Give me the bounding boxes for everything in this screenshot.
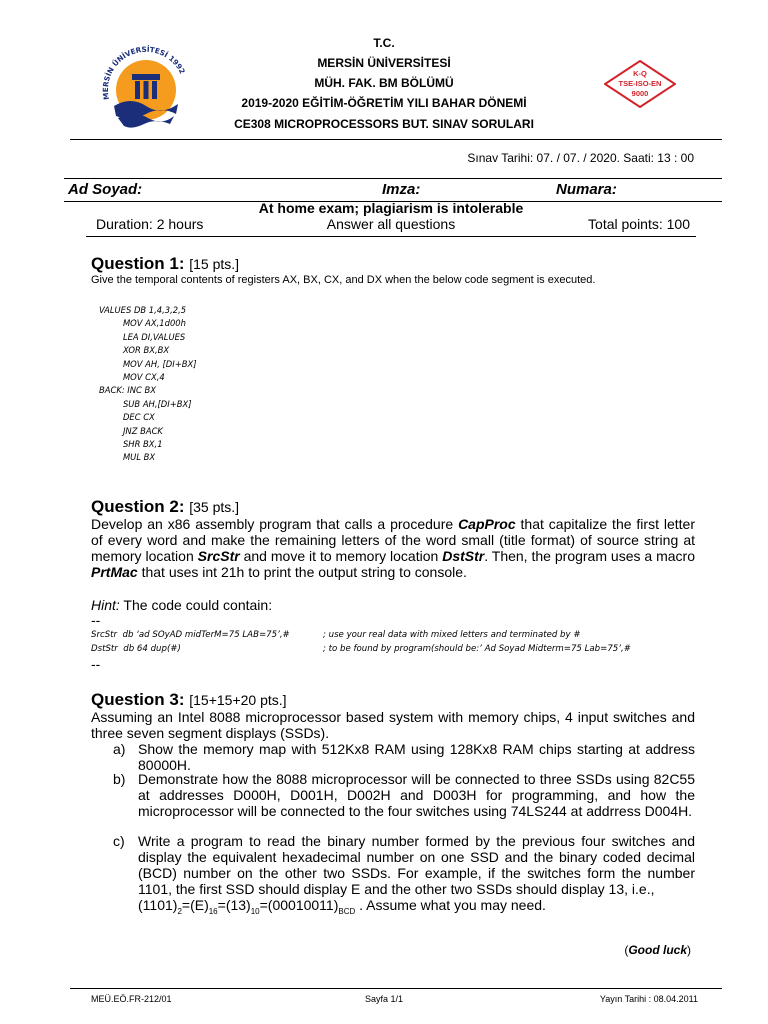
srcstr-name: SrcStr [197, 548, 240, 564]
question-3-part-c [113, 833, 695, 920]
question-3-title [91, 690, 287, 710]
part-b-label: b) [113, 771, 126, 787]
answer-all-text: Answer all questions [326, 216, 456, 232]
signature-label: Imza: [382, 181, 421, 198]
exam-rules-row [86, 200, 696, 237]
duration-text: Duration: 2 hours [96, 216, 204, 232]
code-line: SUB AH,[DI+BX] [99, 398, 192, 409]
question-3-part-b [113, 771, 695, 819]
eq-part: =(E) [181, 897, 209, 913]
tse-text-2: TSE-ISO-EN [618, 79, 662, 88]
hint-code-2-comment: ; to be found by program(should be:’ Ad Soyad Midterm=75 Lab=75’,# [323, 644, 631, 654]
student-number-label: Numara: [556, 181, 617, 198]
capproc-name: CapProc [458, 516, 516, 532]
code-line: XOR BX,BX [99, 345, 170, 356]
question-1-points: [15 pts.] [189, 256, 240, 272]
tse-text-3: 9000 [631, 89, 649, 98]
question-3-points: [15+15+20 pts.] [189, 692, 287, 708]
part-c-body: Write a program to read the binary number formed by the previous four switches and display the equivalent hexadecimal number on one SSD and the binary coded decimal (BCD) number on the other two SSDs. For example, if the switches form the number 1101, the first SSD should display E and the other two SSDs should display 13, i.e., [138, 833, 695, 897]
eq-part: =(00010011) [259, 897, 339, 913]
header-divider [70, 139, 722, 140]
code-line: LEA DI,VALUES [99, 331, 186, 342]
good-luck-text: Good luck [628, 943, 687, 957]
eq-tail: . Assume what you may need. [355, 897, 546, 913]
hint-code-1: SrcStr db ‘ad SOyAD midTerM=75 LAB=75’,# [91, 630, 290, 640]
code-line: MOV CX,4 [99, 372, 165, 383]
eq-sub: 16 [208, 906, 218, 916]
code-line: VALUES DB 1,4,3,2,5 [99, 305, 187, 315]
q2-text-part: that uses int 21h to print the output string to console. [137, 564, 467, 580]
q2-text-part: Develop an x86 assembly program that calls a procedure [91, 516, 459, 532]
eq-sub: 10 [250, 906, 260, 916]
question-1-label: Question 1: [91, 254, 185, 273]
header-line-1: T.C. [373, 36, 395, 50]
code-line: SHR BX,1 [99, 439, 163, 450]
footer-form-code: MEÜ.EÖ.FR-212/01 [91, 994, 172, 1004]
code-line: MUL BX [99, 452, 156, 463]
part-b-text: Demonstrate how the 8088 microprocessor will be connected to three SSDs using 82C55 at addresses D000H, D001H, D002H and D003H for programming, and how the microprocessor will be connected to the four switches using 74LS244 at addrress D004H. [138, 771, 695, 819]
q2-text-part: and move it to memory location [239, 548, 443, 564]
footer-page: Sayfa 1/1 [364, 994, 404, 1004]
header-line-2: MERSİN ÜNİVERSİTESİ [317, 56, 451, 70]
q2-text-part: that capitalize the first letter of every word and make the remaining letters of the word small (title format) of source string at memory location [91, 516, 695, 564]
header-line-4: 2019-2020 EĞİTİM-ÖĞRETİM YILI BAHAR DÖNEMİ [241, 96, 527, 110]
conversion-equation [138, 897, 546, 916]
exam-date: Sınav Tarihi: 07. / 07. / 2020. Saati: 13 : 00 [467, 151, 694, 165]
code-line: MOV AH, [DI+BX] [99, 358, 197, 369]
header-line-3: MÜH. FAK. BM BÖLÜMÜ [314, 76, 454, 90]
q2-text-part: . Then, the program uses a macro [484, 548, 696, 564]
eq-sub: 2 [177, 906, 182, 916]
question-1-code [99, 304, 196, 465]
code-line: MOV AX,1d00h [99, 318, 186, 329]
tse-certification-logo [604, 60, 676, 108]
part-c-text [138, 833, 695, 920]
eq-sub: BCD [338, 906, 356, 916]
prtmac-name: PrtMac [91, 564, 138, 580]
question-2-points: [35 pts.] [189, 499, 240, 515]
hint-code-2: DstStr db 64 dup(#) [91, 644, 181, 654]
question-3-part-a [113, 741, 695, 773]
plagiarism-notice: At home exam; plagiarism is intolerable [258, 200, 524, 216]
code-line: BACK: INC BX [99, 385, 157, 396]
question-3-label: Question 3: [91, 690, 185, 709]
code-line: JNZ BACK [99, 425, 163, 436]
hint-line [91, 597, 272, 613]
question-1-title [91, 254, 239, 274]
student-info-table [64, 178, 722, 232]
eq-part: (1101) [138, 897, 178, 913]
part-c-label: c) [113, 833, 125, 849]
question-2-title [91, 497, 239, 517]
name-label: Ad Soyad: [68, 181, 143, 198]
hint-dash-bottom: -- [91, 656, 101, 672]
question-1-text: Give the temporal contents of registers AX, BX, CX, and DX when the below code segment is executed. [91, 274, 596, 286]
code-line: DEC CX [99, 412, 155, 423]
tse-text-1: K-Q [633, 69, 647, 78]
eq-part: =(13) [217, 897, 251, 913]
question-3-intro: Assuming an Intel 8088 microprocessor based system with memory chips, 4 input switches and three seven segment displays (SSDs). [91, 709, 695, 741]
logo-text: MERSİN ÜNİVERSİTESİ 1992 [100, 44, 188, 101]
dststr-name: DstStr [442, 548, 485, 564]
question-2-text [91, 516, 695, 580]
header-line-5: CE308 MICROPROCESSORS BUT. SINAV SORULARI [234, 117, 534, 131]
hint-text: The code could contain: [119, 597, 273, 613]
question-2-label: Question 2: [91, 497, 185, 516]
total-points-text: Total points: 100 [588, 216, 690, 232]
hint-label: Hint: [91, 597, 120, 613]
student-info-row [64, 178, 722, 202]
part-a-label: a) [113, 741, 126, 757]
part-a-text: Show the memory map with 512Kx8 RAM using 128Kx8 RAM chips starting at address 80000H. [138, 741, 695, 773]
hint-code-1-comment: ; use your real data with mixed letters and terminated by # [323, 630, 581, 640]
footer-divider [70, 988, 722, 989]
hint-dash-top: -- [91, 612, 101, 628]
good-luck: (Good luck) [624, 943, 691, 957]
footer-publish-date: Yayın Tarihi : 08.04.2011 [599, 994, 698, 1004]
